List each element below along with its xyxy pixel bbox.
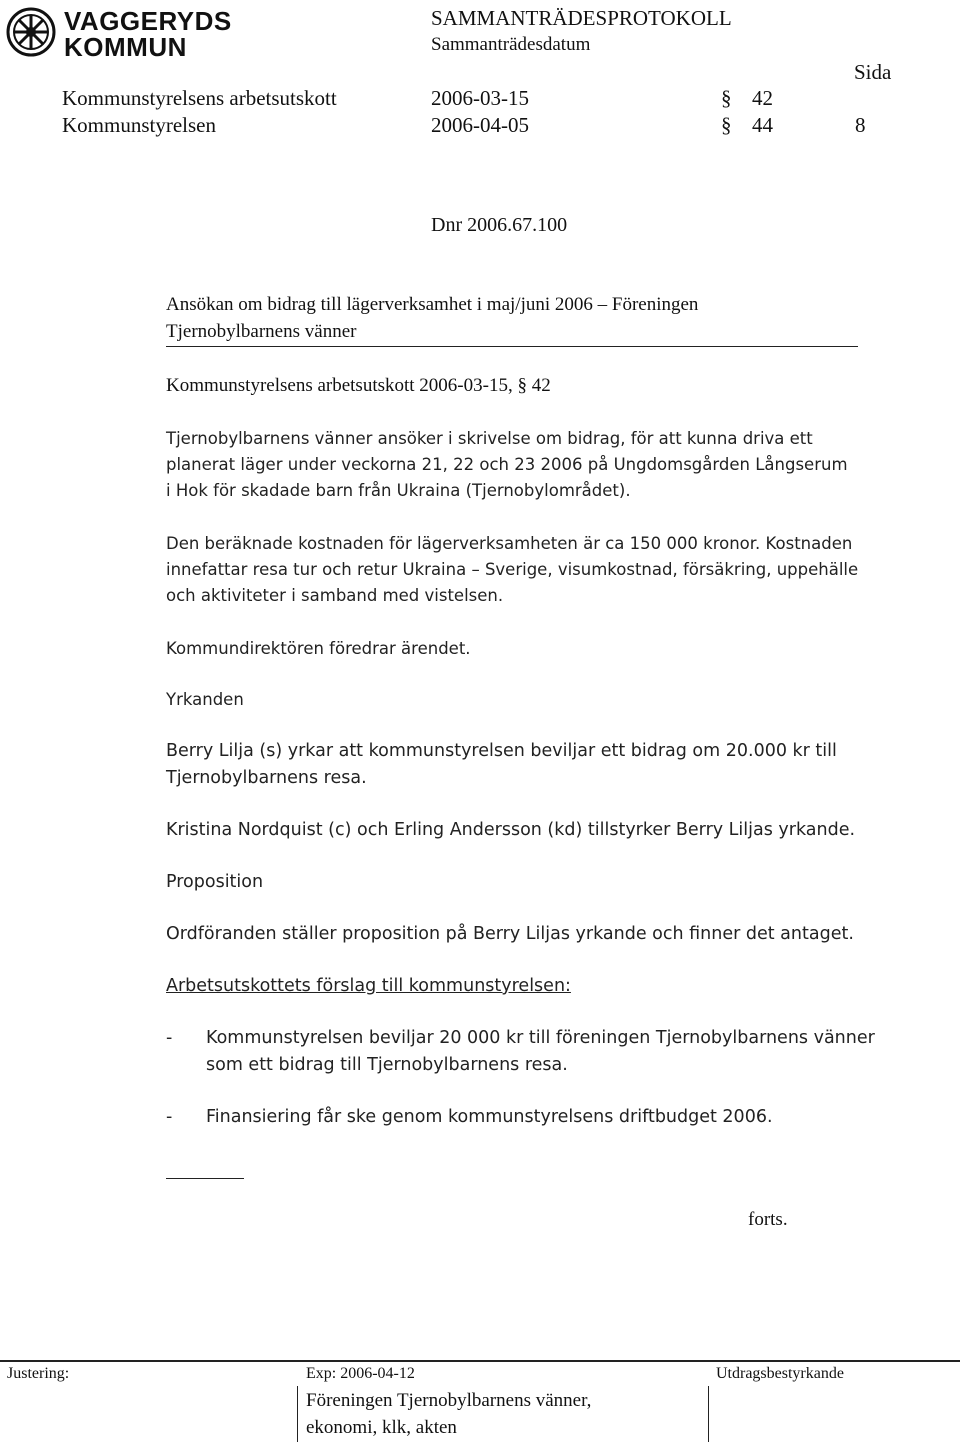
paragraph-cost [166,531,858,609]
text-line: som ett bidrag till Tjernobylbarnens resa. [206,1055,568,1075]
dnr: Dnr 2006.67.100 [431,214,568,236]
text-line: Tjernobylbarnens vänner ansöker i skrivelse om bidrag, för att kunna driva ett [166,429,813,448]
header-row-number: 42 [752,86,773,110]
date-label: Sammanträdesdatum [431,34,591,55]
text-line: Den beräknade kostnaden för lägerverksamheten är ca 150 000 kronor. Kostnaden [166,534,853,553]
section-sign: § [721,113,732,137]
footer-justering: Justering: [7,1365,70,1382]
bullet-item [206,1025,875,1079]
paragraph-application [166,426,848,504]
header-row-date: 2006-03-15 [431,86,529,110]
signature-box-right-line [708,1386,709,1442]
text-line: Berry Lilja (s) yrkar att kommunstyrelsen beviljar ett bidrag om 20.000 kr till [166,741,837,761]
paragraph-decision: Ordföranden ställer proposition på Berry Liljas yrkande och finner det antaget. [166,924,854,944]
footer-recipients [306,1387,591,1441]
text-line: innefattar resa tur och retur Ukraina – Sverige, visumkostnad, försäkring, uppehälle [166,560,859,579]
paragraph-motion [166,738,837,792]
page-number: 8 [855,113,866,137]
header-row-number: 44 [752,113,773,137]
text-line: i Hok för skadade barn från Ukraina (Tjernobylområdet). [166,481,631,500]
subject-underline [166,346,858,347]
text-line: planerat läger under veckorna 21, 22 och 23 2006 på Ungdomsgården Långserum [166,455,848,474]
forts: forts. [748,1209,788,1230]
header-row-body: Kommunstyrelsen [62,113,216,137]
logo-line-2: KOMMUN [64,32,187,62]
paragraph-presentation: Kommundirektören föredrar ärendet. [166,639,471,658]
logo-line-1: VAGGERYDS [64,6,232,36]
subject-line-2: Tjernobylbarnens vänner [166,321,357,342]
footer-utdrag: Utdragsbestyrkande [716,1365,844,1382]
text-line: ekonomi, klk, akten [306,1417,457,1438]
subject-line-1: Ansökan om bidrag till lägerverksamhet i maj/juni 2006 – Föreningen [166,294,699,315]
heading-forslag: Arbetsutskottets förslag till kommunstyrelsen: [166,976,571,996]
header-row-date: 2006-04-05 [431,113,529,137]
text-line: Kommunstyrelsen beviljar 20 000 kr till föreningen Tjernobylbarnens vänner [206,1028,875,1048]
logo [6,4,236,60]
short-rule [166,1178,244,1179]
text-line: och aktiviteter i samband med vistelsen. [166,586,504,605]
signature-box-left-line [297,1386,298,1442]
coat-of-arms-icon [6,6,56,58]
footer-exp: Exp: 2006-04-12 [306,1365,415,1382]
section-sign: § [721,86,732,110]
bullet-dash: - [166,1028,173,1048]
bullet-item: Finansiering får ske genom kommunstyrelsens driftbudget 2006. [206,1107,773,1127]
paragraph-support: Kristina Nordquist (c) och Erling Andersson (kd) tillstyrker Berry Liljas yrkande. [166,820,856,840]
bullet-dash: - [166,1107,173,1127]
header-row-body: Kommunstyrelsens arbetsutskott [62,86,337,110]
page-label: Sida [854,60,892,84]
text-line: Föreningen Tjernobylbarnens vänner, [306,1390,592,1411]
heading-yrkanden: Yrkanden [166,690,244,709]
doc-title: SAMMANTRÄDESPROTOKOLL [431,6,732,30]
footer-rule [0,1360,960,1362]
reference: Kommunstyrelsens arbetsutskott 2006-03-15, § 42 [166,375,551,396]
heading-proposition: Proposition [166,872,264,892]
text-line: Tjernobylbarnens resa. [166,768,367,788]
